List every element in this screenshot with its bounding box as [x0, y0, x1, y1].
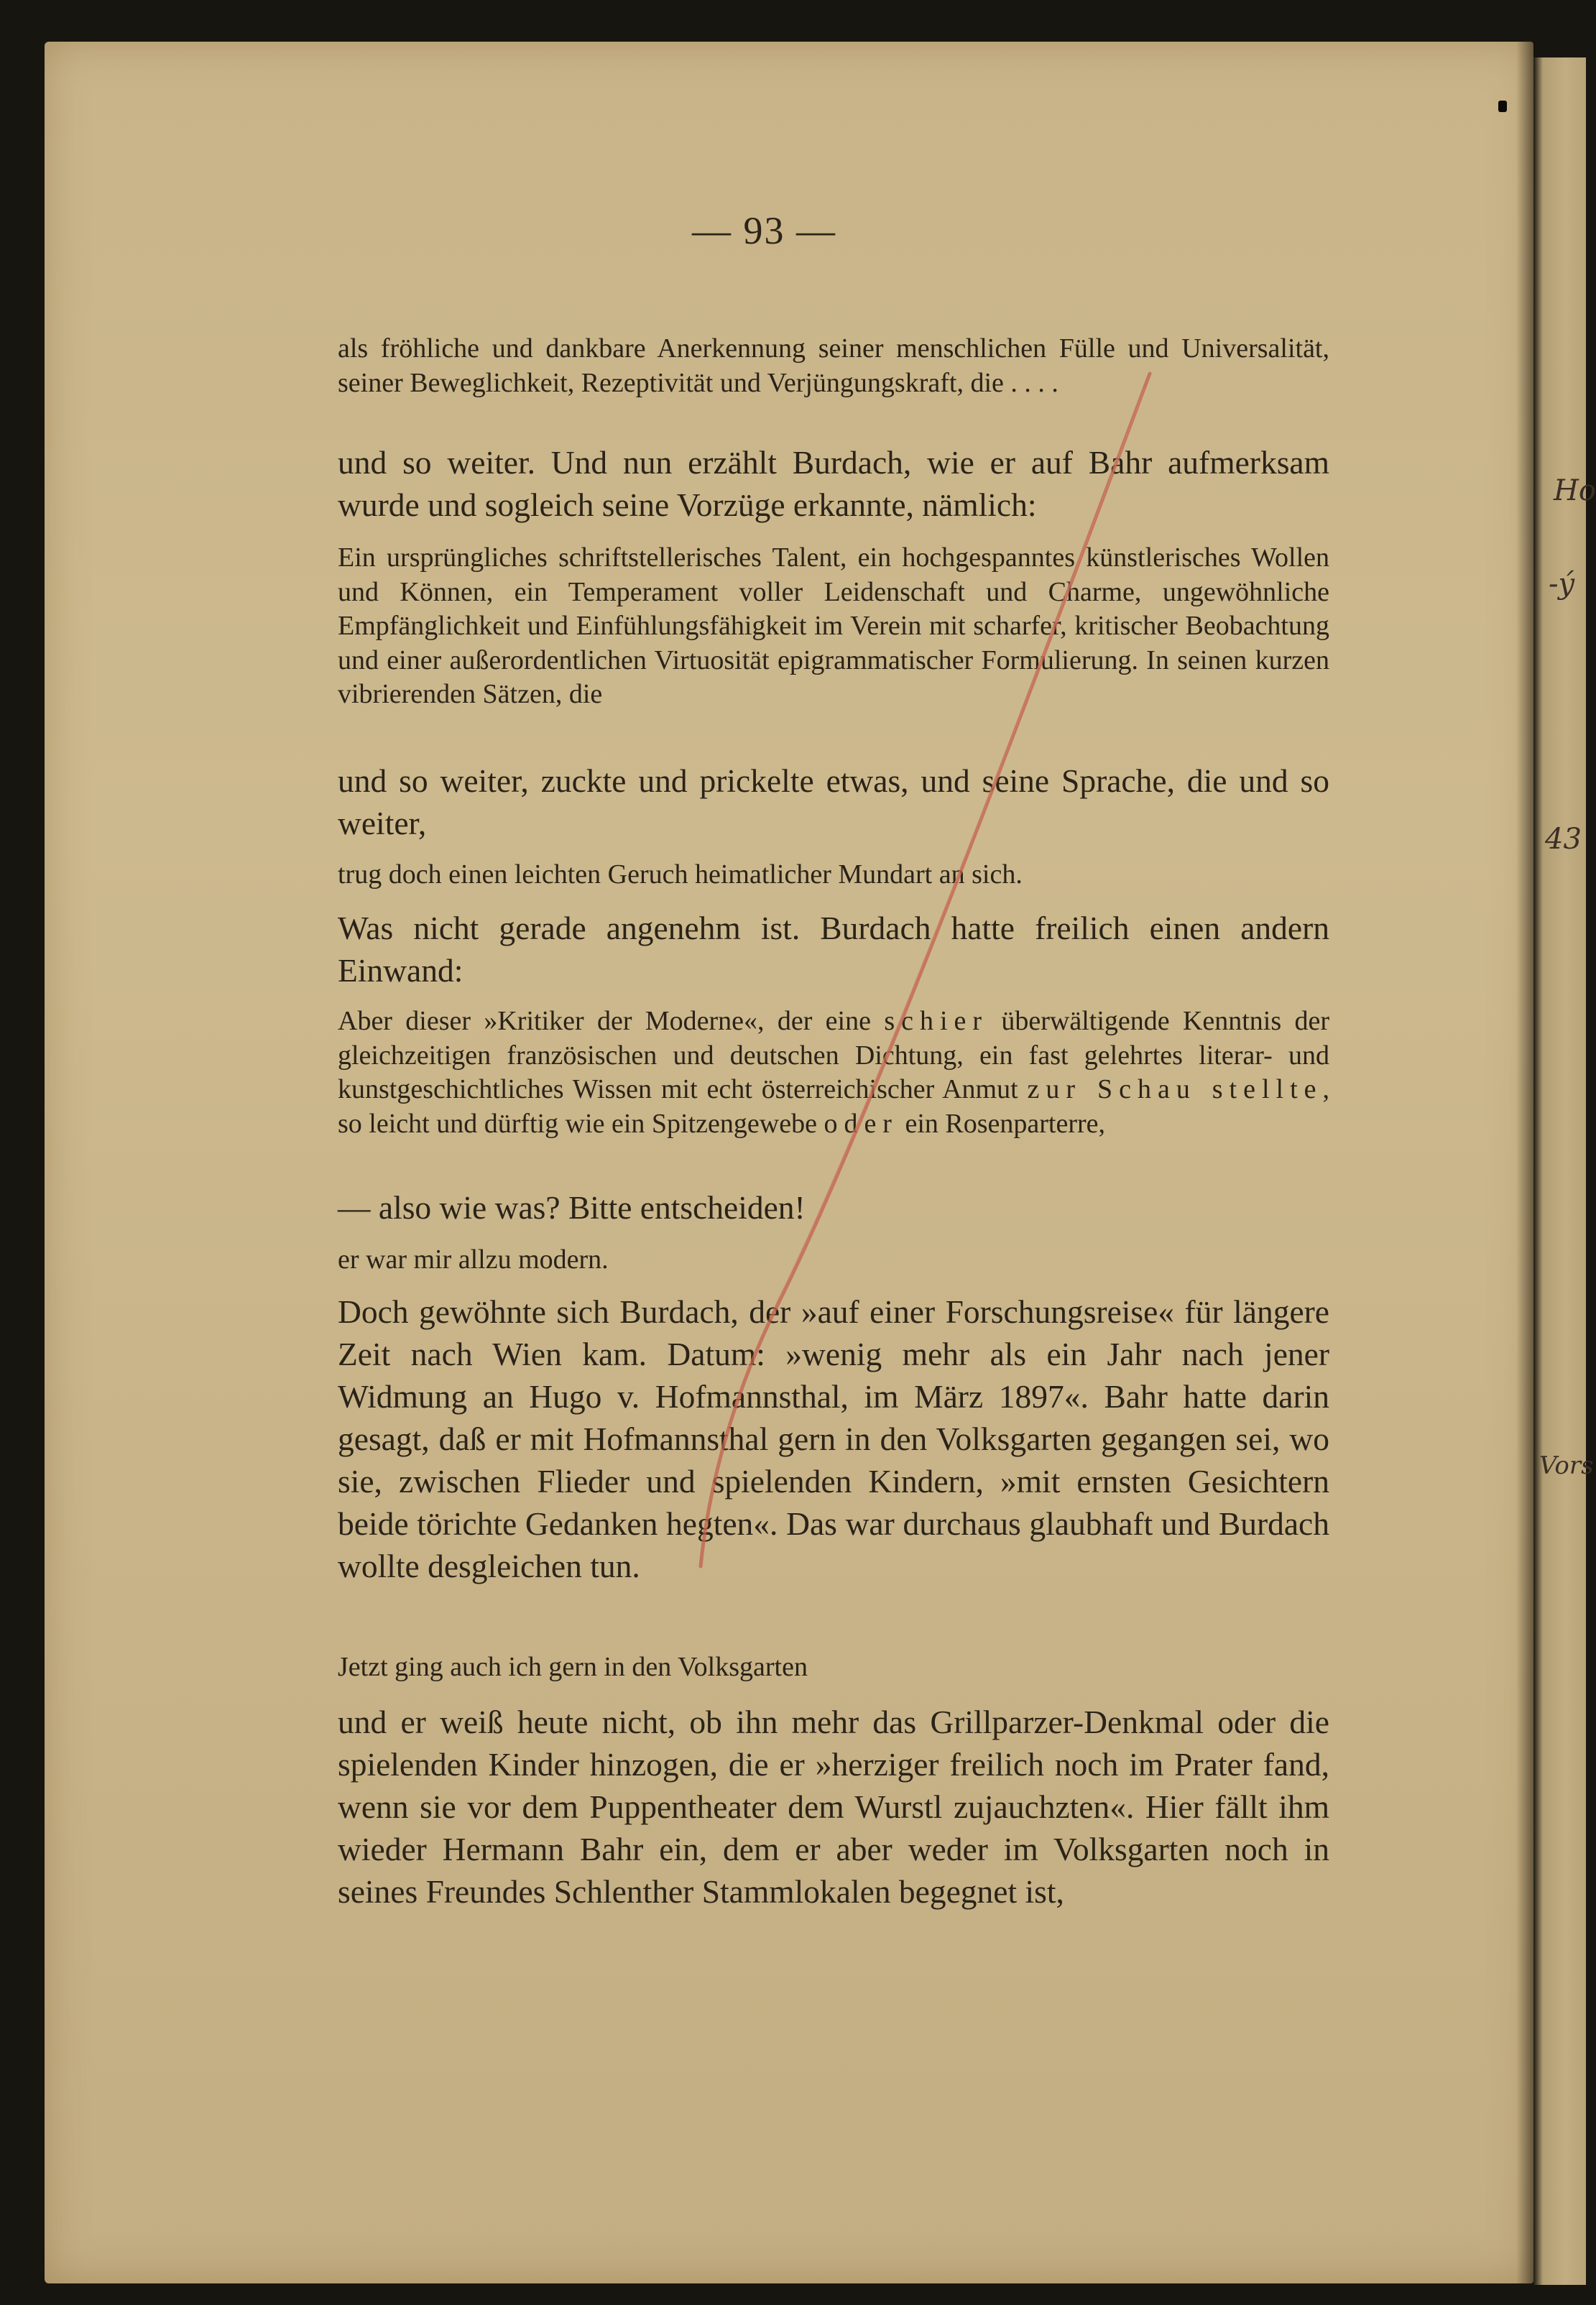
- paragraph-10: Doch gewöhnte sich Burdach, der »auf einer Forschungsreise« für längere Zeit nach Wien kam. Datum: »wenig mehr als ein Jahr nach jener Widmung an Hugo v. Hofmannsthal, im März 1897«. Bahr hatte darin gesagt, daß er mit Hofmannsthal gern in den Volksgarten gegangen sei, wo sie, zwischen Flieder und spielenden Kindern, »mit ernsten Gesichtern beide törichte Gedanken hegten«. Das war durchaus glaubhaft und Burdach wollte desgleichen tun.: [338, 1293, 1329, 1584]
- paragraph-5: trug doch einen leichten Geruch heimatlicher Mundart an sich.: [338, 859, 1023, 890]
- margin-note-3: 43: [1545, 823, 1582, 856]
- paragraph-6: Was nicht gerade angenehm ist. Burdach hatte freilich einen andern Einwand:: [338, 910, 1329, 989]
- paragraph-7-part-1: Aber dieser »Kritiker der Moderne«, der eine: [338, 1006, 885, 1036]
- paragraph-1: als fröhliche und dankbare Anerkennung seiner menschlichen Fülle und Universalität, seiner Beweglichkeit, Rezeptivität und Verjüngungskraft, die . . . .: [338, 333, 1329, 398]
- paragraph-8: — also wie was? Bitte entscheiden!: [338, 1189, 806, 1226]
- paragraph-7-part-7: ein Rosenparterre,: [898, 1108, 1106, 1139]
- paragraph-9: er war mir allzu modern.: [338, 1244, 609, 1275]
- margin-note-4: Vors: [1539, 1451, 1594, 1480]
- paragraph-7-part-3: überwältigende Kenntnis der gleichzeitigen französischen und deutschen Dichtung, ein fast gelehrtes literar- und kunstgeschichtliches Wissen mit echt österreichischer Anmut: [338, 1006, 1330, 1104]
- ink-blot: [1498, 101, 1507, 112]
- emphasis-zur-schau-stellte: zur Schau stellte: [1027, 1074, 1323, 1104]
- emphasis-schier: schier: [884, 1006, 989, 1036]
- adjacent-page-edge: [1533, 57, 1586, 2285]
- paragraph-7: [338, 1004, 1329, 1141]
- page-number: — 93 —: [692, 209, 836, 252]
- paragraph-7-part-5: , so leicht und dürftig wie ein Spitzengewebe: [338, 1074, 1329, 1139]
- paragraph-12: und er weiß heute nicht, ob ihn mehr das Grillparzer-Denkmal oder die spielenden Kinder hinzogen, die er »herziger freilich noch im Prater fand, wenn sie vor dem Puppentheater dem Wurstl zujauchzten«. Hier fällt ihm wieder Hermann Bahr ein, dem er aber weder im Volksgarten noch in seines Freundes Schlenther Stammlokalen begegnet ist,: [338, 1704, 1329, 1910]
- emphasis-oder: oder: [824, 1108, 898, 1139]
- margin-note-1: Ho: [1554, 474, 1596, 507]
- paragraph-3: Ein ursprüngliches schriftstellerisches Talent, ein hochgespanntes künstlerisches Wollen und Können, ein Temperament voller Leidenschaft und Charme, ungewöhnliche Empfänglichkeit und Einfühlungsfähigkeit im Verein mit scharfer, kritischer Beobachtung und einer außerordentlichen Virtuosität epigrammatischer Formulierung. In seinen kurzen vibrierenden Sätzen, die: [338, 542, 1329, 709]
- spine-shadow: [1516, 42, 1535, 2283]
- paragraph-11: Jetzt ging auch ich gern in den Volksgarten: [338, 1652, 808, 1682]
- paragraph-4: und so weiter, zuckte und prickelte etwas, und seine Sprache, die und so weiter,: [338, 762, 1329, 841]
- paragraph-2: und so weiter. Und nun erzählt Burdach, wie er auf Bahr aufmerksam wurde und sogleich seine Vorzüge erkannte, nämlich:: [338, 444, 1329, 523]
- margin-note-2: -ý: [1549, 568, 1575, 601]
